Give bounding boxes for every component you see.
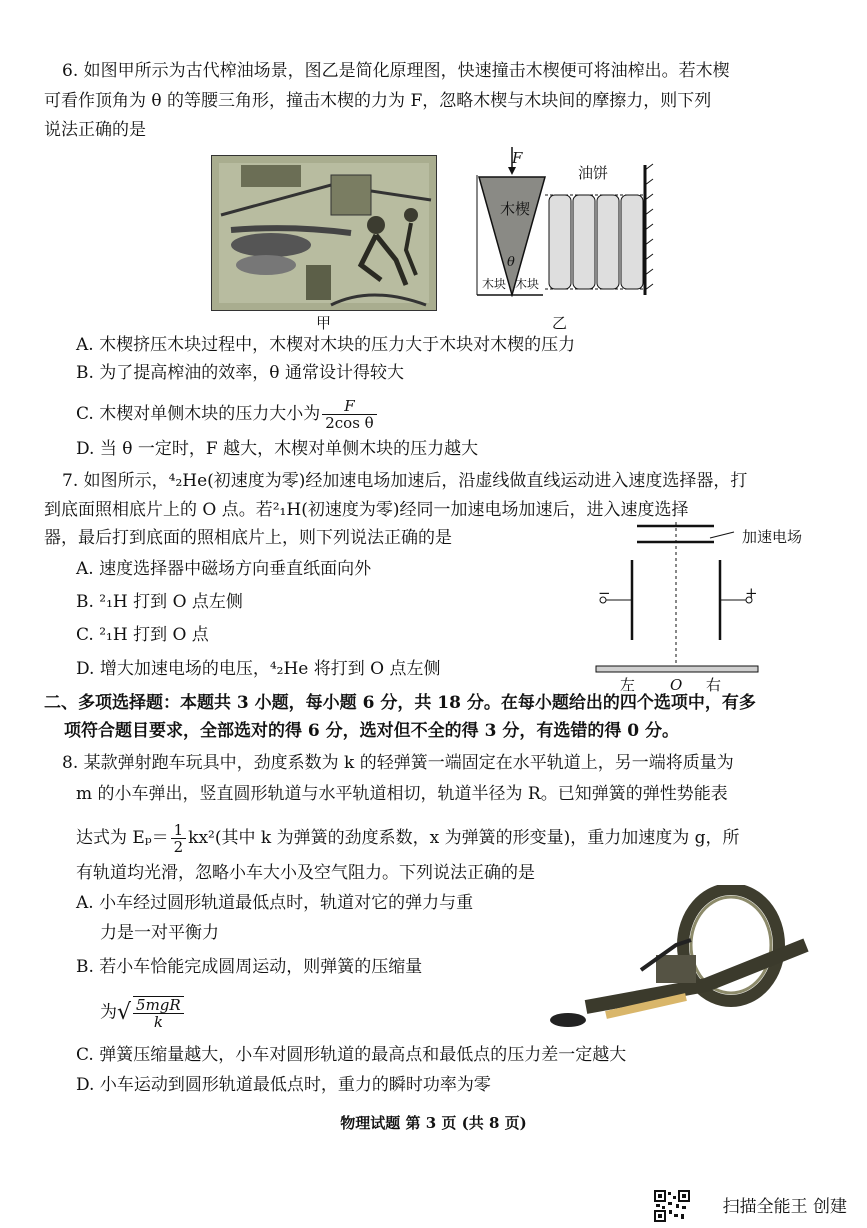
q8-stem-line1: 8. 某款弹射跑车玩具中，劲度系数为 k 的轻弹簧一端固定在水平轨道上，另一端将质量为 [62, 753, 734, 773]
q8-stem-line3: 达式为 Eₚ＝ $\frac{1}{2}$ kx²(其中 k 为弹簧的劲度系数，x 为弹簧的形变量)，重力加速度为 g，所 [76, 821, 740, 856]
loop-track-toy-photo [546, 885, 816, 1035]
label-accel-field: 加速电场 [742, 528, 803, 546]
q6-option-a: A. 木楔挤压木块过程中，木楔对木块的压力大于木块对木楔的压力 [76, 335, 576, 355]
label-block-right: 木块 [515, 277, 540, 291]
q7-stem-line3: 器，最后打到底面的照相底片上，则下列说法正确的是 [44, 528, 452, 548]
q6-stem-line3: 说法正确的是 [44, 120, 146, 140]
scanner-watermark: 扫描全能王 创建 [722, 1197, 847, 1217]
label-wedge: 木楔 [500, 200, 531, 218]
q6-stem-line2: 可看作顶角为 θ 的等腰三角形，撞击木楔的力为 F，忽略木楔与木块间的摩擦力，则下列 [44, 91, 712, 111]
q8-option-a-line2: 力是一对平衡力 [100, 923, 219, 943]
label-left: 左 [620, 676, 636, 694]
oil-press-illustration [211, 155, 437, 311]
label-o: O [670, 676, 683, 694]
q6-stem-line1: 6. 如图甲所示为古代榨油场景，图乙是简化原理图，快速撞击木楔便可将油榨出。若木楔 [62, 61, 730, 81]
q7-option-d: D. 增大加速电场的电压，⁴₂He 将打到 O 点左侧 [76, 659, 441, 679]
q6-option-c: C. 木楔对单侧木块的压力大小为 $\frac{F}{\text{2cos θ}}$ [76, 398, 379, 431]
label-force-f: F [512, 149, 523, 167]
q7-option-c: C. ²₁H 打到 O 点 [76, 625, 209, 645]
q6-option-b: B. 为了提高榨油的效率，θ 通常设计得较大 [76, 363, 404, 383]
q7-stem-line2: 到底面照相底片上的 O 点。若²₁H(初速度为零)经同一加速电场加速后，进入速度选择 [44, 500, 689, 520]
q7-option-a: A. 速度选择器中磁场方向垂直纸面向外 [76, 559, 372, 579]
q7-stem-line1: 7. 如图所示，⁴₂He(初速度为零)经加速电场加速后，沿虚线做直线运动进入速度选择器，打 [62, 471, 748, 491]
label-plus: + [745, 584, 758, 602]
figure-yi-caption: 乙 [552, 314, 568, 332]
q8-option-d: D. 小车运动到圆形轨道最低点时，重力的瞬时功率为零 [76, 1075, 491, 1095]
section2-line2: 项符合题目要求，全部选对的得 6 分，选对但不全的得 3 分，有选错的得 0 分。 [64, 721, 679, 741]
q6-option-d: D. 当 θ 一定时，F 越大，木楔对单侧木块的压力越大 [76, 439, 479, 459]
label-oilcake: 油饼 [578, 164, 609, 182]
label-minus: − [598, 584, 611, 602]
q8-stem-line4: 有轨道均光滑，忽略小车大小及空气阻力。下列说法正确的是 [76, 863, 535, 883]
q8-option-a-line1: A. 小车经过圆形轨道最低点时，轨道对它的弹力与重 [76, 893, 474, 913]
label-right: 右 [706, 676, 722, 694]
label-block-left: 木块 [482, 277, 507, 291]
q8-option-b-line1: B. 若小车恰能完成圆周运动，则弹簧的压缩量 [76, 957, 423, 977]
label-theta: θ [507, 255, 515, 270]
figure-jia-caption: 甲 [316, 314, 332, 332]
q8-option-b-line2: 为√ $\frac{\text{5mgR}}{k}$ [100, 996, 186, 1030]
velocity-selector-diagram [592, 520, 767, 680]
q8-stem-line2: m 的小车弹出，竖直圆形轨道与水平轨道相切，轨道半径为 R。已知弹簧的弹性势能表 [76, 784, 728, 804]
q7-option-b: B. ²₁H 打到 O 点左侧 [76, 592, 243, 612]
section2-line1: 二、多项选择题：本题共 3 小题，每小题 6 分，共 18 分。在每小题给出的四个选项中，有多 [44, 693, 756, 713]
page-footer: 物理试题 第 3 页 (共 8 页) [340, 1114, 527, 1132]
qr-code-icon [654, 1190, 690, 1222]
q8-option-c: C. 弹簧压缩量越大，小车对圆形轨道的最高点和最低点的压力差一定越大 [76, 1045, 627, 1065]
